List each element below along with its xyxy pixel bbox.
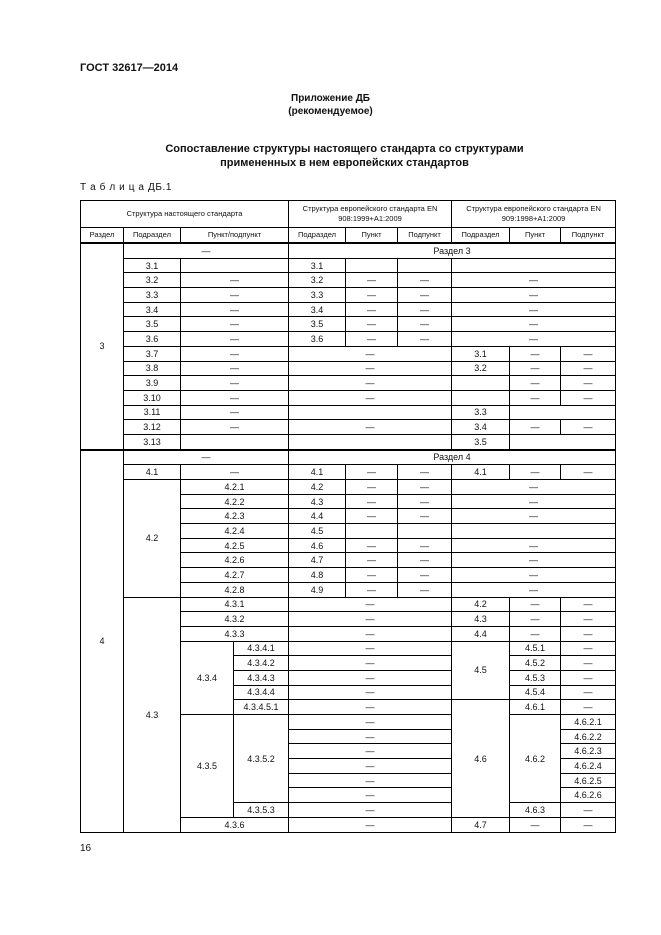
empty-cell [181, 434, 289, 449]
punkt-cell: 4.2.7 [181, 568, 289, 583]
dash-cell: — [289, 376, 452, 391]
punkt-cell: 4.3.1 [181, 597, 289, 612]
table-row [81, 376, 616, 391]
podpunkt-cell: 4.3.4.3 [234, 670, 289, 685]
table-row [81, 420, 616, 435]
podpunkt-cell: 4.3.4.5.1 [234, 700, 289, 715]
header-podrazdel: Подраздел [124, 228, 181, 244]
dash-cell: — [452, 494, 616, 509]
podrazdel-cell: 3.2 [124, 273, 181, 288]
en908-cell: 4.6 [289, 538, 346, 553]
dash-cell: — [561, 685, 616, 700]
dash-cell: — [510, 465, 561, 480]
en908-cell: 3.4 [289, 302, 346, 317]
en909-podpunkt-cell: 4.6.2.6 [561, 788, 616, 803]
dash-cell: — [398, 332, 452, 347]
dash-cell: — [452, 480, 616, 495]
punkt-cell: 4.3.6 [181, 817, 289, 832]
dash-cell: — [181, 376, 289, 391]
en908-cell: 4.3 [289, 494, 346, 509]
dash-cell: — [181, 273, 289, 288]
dash-cell: — [510, 626, 561, 641]
punkt-cell: 4.3.4 [181, 641, 234, 714]
en909-podpunkt-cell: 4.6.2.1 [561, 715, 616, 730]
dash-cell: — [510, 346, 561, 361]
punkt-cell: 4.2.8 [181, 582, 289, 597]
dash-cell: — [181, 390, 289, 405]
dash-cell: — [561, 597, 616, 612]
en909-cell: 4.4 [452, 626, 510, 641]
punkt-cell: 4.2.4 [181, 524, 289, 539]
dash-cell: — [398, 568, 452, 583]
en909-cell: 4.6 [452, 700, 510, 818]
podpunkt-cell: 4.3.4.4 [234, 685, 289, 700]
dash-cell: — [398, 302, 452, 317]
dash-cell: — [561, 641, 616, 656]
dash-cell: — [289, 700, 452, 715]
en909-podpunkt-cell: 4.6.2.3 [561, 744, 616, 759]
en908-cell: 4.5 [289, 524, 346, 539]
table-row [81, 434, 616, 449]
dash-cell: — [561, 361, 616, 376]
dash-cell: — [181, 420, 289, 435]
dash-cell: — [346, 582, 398, 597]
table-row [81, 390, 616, 405]
comparison-table [80, 200, 616, 833]
podrazdel-cell: 3.5 [124, 317, 181, 332]
dash-cell: — [289, 641, 452, 656]
table-row [81, 480, 616, 495]
dash-cell: — [398, 494, 452, 509]
dash-cell: — [289, 685, 452, 700]
dash-cell: — [398, 509, 452, 524]
section-4-title: Раздел 4 [289, 450, 616, 465]
dash-cell: — [561, 420, 616, 435]
en909-punkt-cell: 4.6.1 [510, 700, 561, 715]
en909-punkt-cell: 4.6.2 [510, 715, 561, 803]
dash-cell: — [510, 390, 561, 405]
section-4-number: 4 [81, 450, 124, 832]
dash-cell: — [289, 626, 452, 641]
dash-cell: — [346, 465, 398, 480]
en909-cell: 3.4 [452, 420, 510, 435]
header-en908-podrazdel: Подраздел [289, 228, 346, 244]
dash-cell: — [510, 597, 561, 612]
dash-cell: — [181, 332, 289, 347]
podrazdel-cell: 3.7 [124, 346, 181, 361]
header-en908-punkt: Пункт [346, 228, 398, 244]
table-header-row [81, 201, 616, 228]
dash-cell: — [346, 273, 398, 288]
punkt-cell: 4.2.3 [181, 509, 289, 524]
dash-cell: — [346, 553, 398, 568]
dash-cell: — [346, 480, 398, 495]
dash-cell: — [289, 612, 452, 627]
en909-punkt-cell: 4.6.3 [510, 803, 561, 818]
podpunkt-cell: 4.3.4.1 [234, 641, 289, 656]
en909-cell: 3.1 [452, 346, 510, 361]
dash-cell: — [561, 817, 616, 832]
table-row [81, 405, 616, 420]
table-row [81, 258, 616, 273]
empty-cell [452, 258, 616, 273]
podrazdel-cell: 3.6 [124, 332, 181, 347]
dash-cell: — [510, 420, 561, 435]
header-en909-podpunkt: Подпункт [561, 228, 616, 244]
en909-cell: 3.2 [452, 361, 510, 376]
table-row [81, 273, 616, 288]
table-row [81, 450, 616, 465]
en909-cell: 4.3 [452, 612, 510, 627]
dash-cell: — [289, 729, 452, 744]
dash-cell: — [346, 494, 398, 509]
en908-cell: 3.3 [289, 288, 346, 303]
en908-cell: 3.6 [289, 332, 346, 347]
punkt-cell: 4.2.2 [181, 494, 289, 509]
dash-cell: — [289, 817, 452, 832]
table-row [81, 288, 616, 303]
en908-cell: 4.9 [289, 582, 346, 597]
dash-cell: — [398, 538, 452, 553]
dash-cell: — [561, 376, 616, 391]
punkt-cell: 4.3.5 [181, 715, 234, 818]
appendix-subtitle: (рекомендуемое) [288, 106, 373, 117]
page-title-line1: Сопоставление структуры настоящего стандарта со структурами [165, 143, 524, 155]
dash-cell: — [181, 302, 289, 317]
dash-cell: — [452, 509, 616, 524]
dash-cell: — [289, 759, 452, 774]
dash-cell: — [452, 273, 616, 288]
dash-cell: — [510, 612, 561, 627]
dash-cell: — [289, 803, 452, 818]
empty-cell [452, 376, 510, 391]
dash-cell: — [181, 317, 289, 332]
en909-punkt-cell: 4.5.3 [510, 670, 561, 685]
dash-cell: — [561, 626, 616, 641]
table-row [81, 465, 616, 480]
appendix-title: Приложение ДБ [291, 93, 370, 104]
en909-cell: 3.3 [452, 405, 510, 420]
punkt-cell: 4.2.5 [181, 538, 289, 553]
header-en908: Структура европейского стандарта EN 908:1999+A1:2009 [289, 201, 452, 228]
empty-cell [398, 258, 452, 273]
dash-cell: — [398, 465, 452, 480]
dash-cell: — [561, 700, 616, 715]
dash-cell: — [346, 302, 398, 317]
en909-podpunkt-cell: 4.6.2.5 [561, 773, 616, 788]
podpunkt-cell: 4.3.5.3 [234, 803, 289, 818]
en909-podpunkt-cell: 4.6.2.2 [561, 729, 616, 744]
empty-cell [510, 405, 616, 420]
dash-cell: — [398, 288, 452, 303]
header-current: Структура настоящего стандарта [81, 201, 289, 228]
dash-cell: — [289, 773, 452, 788]
document-header: ГОСТ 32617—2014 [80, 62, 179, 74]
empty-cell [452, 390, 510, 405]
podrazdel-cell: 4.2 [124, 480, 181, 598]
dash-cell: — [124, 243, 289, 258]
dash-cell: — [289, 361, 452, 376]
en909-cell: 4.1 [452, 465, 510, 480]
dash-cell: — [452, 302, 616, 317]
podpunkt-cell: 4.3.5.2 [234, 715, 289, 803]
dash-cell: — [289, 346, 452, 361]
dash-cell: — [289, 420, 452, 435]
section-3-title: Раздел 3 [289, 243, 616, 258]
en908-cell: 3.1 [289, 258, 346, 273]
punkt-cell: 4.2.1 [181, 480, 289, 495]
dash-cell: — [510, 817, 561, 832]
table-row [81, 346, 616, 361]
en909-cell: 4.5 [452, 641, 510, 700]
dash-cell: — [561, 612, 616, 627]
header-punkt-podpunkt: Пункт/подпункт [181, 228, 289, 244]
podrazdel-cell: 4.1 [124, 465, 181, 480]
dash-cell: — [510, 361, 561, 376]
en909-punkt-cell: 4.5.2 [510, 656, 561, 671]
dash-cell: — [346, 288, 398, 303]
dash-cell: — [452, 317, 616, 332]
dash-cell: — [346, 317, 398, 332]
podrazdel-cell: 4.3 [124, 597, 181, 832]
section-3-number: 3 [81, 243, 124, 450]
podrazdel-cell: 3.10 [124, 390, 181, 405]
dash-cell: — [289, 744, 452, 759]
header-en908-podpunkt: Подпункт [398, 228, 452, 244]
table-row [81, 332, 616, 347]
en909-punkt-cell: 4.5.1 [510, 641, 561, 656]
dash-cell: — [346, 509, 398, 524]
dash-cell: — [561, 390, 616, 405]
appendix-heading [0, 92, 661, 118]
dash-cell: — [398, 553, 452, 568]
dash-cell: — [561, 803, 616, 818]
empty-cell [289, 405, 452, 420]
empty-cell [346, 258, 398, 273]
en908-cell: 3.5 [289, 317, 346, 332]
table-row [81, 361, 616, 376]
dash-cell: — [452, 538, 616, 553]
empty-cell [452, 524, 616, 539]
empty-cell [346, 524, 398, 539]
page-title [0, 142, 661, 170]
podrazdel-cell: 3.8 [124, 361, 181, 376]
en908-cell: 3.2 [289, 273, 346, 288]
table-subheader-row [81, 228, 616, 244]
dash-cell: — [561, 670, 616, 685]
table-row [81, 302, 616, 317]
dash-cell: — [452, 582, 616, 597]
empty-cell [181, 258, 289, 273]
podrazdel-cell: 3.12 [124, 420, 181, 435]
dash-cell: — [561, 465, 616, 480]
dash-cell: — [346, 568, 398, 583]
en909-cell: 4.7 [452, 817, 510, 832]
podrazdel-cell: 3.3 [124, 288, 181, 303]
en908-cell: 4.2 [289, 480, 346, 495]
podrazdel-cell: 3.11 [124, 405, 181, 420]
header-en909-punkt: Пункт [510, 228, 561, 244]
dash-cell: — [181, 405, 289, 420]
dash-cell: — [346, 538, 398, 553]
dash-cell: — [181, 288, 289, 303]
dash-cell: — [561, 656, 616, 671]
header-en909-podrazdel: Подраздел [452, 228, 510, 244]
podrazdel-cell: 3.13 [124, 434, 181, 449]
dash-cell: — [452, 332, 616, 347]
en908-cell: 4.8 [289, 568, 346, 583]
en908-cell: 4.4 [289, 509, 346, 524]
dash-cell: — [289, 390, 452, 405]
table-row [81, 243, 616, 258]
podpunkt-cell: 4.3.4.2 [234, 656, 289, 671]
dash-cell: — [181, 361, 289, 376]
dash-cell: — [181, 465, 289, 480]
dash-cell: — [398, 480, 452, 495]
dash-cell: — [510, 376, 561, 391]
table-label: Т а б л и ц а ДБ.1 [80, 182, 173, 193]
podrazdel-cell: 3.9 [124, 376, 181, 391]
header-razdel: Раздел [81, 228, 124, 244]
page-title-line2: примененных в нем европейских стандартов [220, 157, 469, 169]
dash-cell: — [452, 568, 616, 583]
dash-cell: — [398, 273, 452, 288]
dash-cell: — [452, 553, 616, 568]
en909-podpunkt-cell: 4.6.2.4 [561, 759, 616, 774]
dash-cell: — [398, 582, 452, 597]
dash-cell: — [289, 715, 452, 730]
punkt-cell: 4.3.3 [181, 626, 289, 641]
empty-cell [289, 434, 452, 449]
dash-cell: — [181, 346, 289, 361]
empty-cell [510, 434, 616, 449]
en909-cell: 4.2 [452, 597, 510, 612]
dash-cell: — [452, 288, 616, 303]
en909-punkt-cell: 4.5.4 [510, 685, 561, 700]
en908-cell: 4.7 [289, 553, 346, 568]
punkt-cell: 4.2.6 [181, 553, 289, 568]
header-en909: Структура европейского стандарта EN 909:1998+A1:2009 [452, 201, 616, 228]
dash-cell: — [561, 346, 616, 361]
empty-cell [398, 524, 452, 539]
podrazdel-cell: 3.1 [124, 258, 181, 273]
dash-cell: — [398, 317, 452, 332]
dash-cell: — [289, 788, 452, 803]
dash-cell: — [289, 597, 452, 612]
page-number: 16 [80, 843, 92, 854]
dash-cell: — [289, 670, 452, 685]
punkt-cell: 4.3.2 [181, 612, 289, 627]
dash-cell: — [346, 332, 398, 347]
en909-cell: 3.5 [452, 434, 510, 449]
en908-cell: 4.1 [289, 465, 346, 480]
table-row [81, 317, 616, 332]
dash-cell: — [289, 656, 452, 671]
podrazdel-cell: 3.4 [124, 302, 181, 317]
table-row [81, 597, 616, 612]
dash-cell: — [124, 450, 289, 465]
